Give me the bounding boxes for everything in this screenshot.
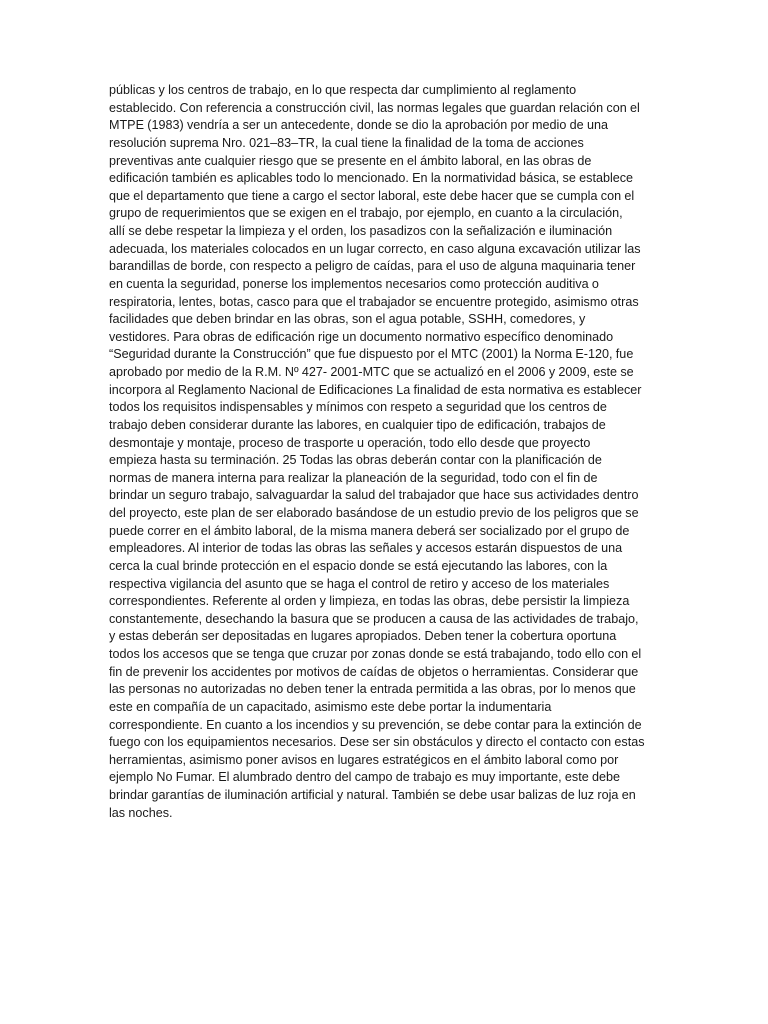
text-line: facilidades que deben brindar en las obras, son el agua potable, SSHH, comedores, y <box>109 312 586 327</box>
text-line: todos los accesos que se tenga que cruzar por zonas donde se está trabajando, todo ello con el <box>109 647 642 661</box>
text-line: MTPE (1983) vendría a ser un antecedente, donde se dio la aprobación por medio de una <box>109 118 608 133</box>
text-line: resolución suprema Nro. 021–83–TR, la cual tiene la finalidad de la toma de acciones <box>109 135 584 150</box>
text-line: adecuada, los materiales colocados en un lugar correcto, en caso alguna excavación utilizar las <box>109 241 641 256</box>
text-line: brindar un seguro trabajo, salvaguardar la salud del trabajador que hace sus actividades dentro <box>109 488 639 503</box>
text-line: correspondiente. En cuanto a los incendios y su prevención, se debe contar para la extinción de <box>109 717 642 732</box>
text-line: preventivas ante cualquier riesgo que se presente en el ámbito laboral, en las obras de <box>109 153 592 168</box>
text-line: herramientas, asimismo poner avisos en lugares estratégicos en el ámbito laboral como por <box>109 752 619 767</box>
text-line: respiratoria, lentes, botas, casco para que el trabajador se encuentre protegido, asimismo otras <box>109 294 639 309</box>
text-line: puede correr en el ámbito laboral, de la misma manera deberá ser socializado por el grupo de <box>109 523 630 538</box>
text-line: allí se debe respetar la limpieza y el orden, los pasadizos con la señalización e iluminación <box>109 224 613 238</box>
text-line: fin de prevenir los accidentes por motivos de caídas de objetos o herramientas. Considerar que <box>109 664 639 679</box>
text-line: las noches. <box>109 805 173 820</box>
text-line: que el departamento que tiene a cargo el sector laboral, este debe hacer que se cumpla con el <box>109 188 635 203</box>
text-line: incorpora al Reglamento Nacional de Edificaciones La finalidad de esta normativa es establecer <box>109 382 642 397</box>
text-line: públicas y los centros de trabajo, en lo que respecta dar cumplimiento al reglamento <box>109 83 577 97</box>
text-line: cerca la cual brinde protección en el espacio donde se está ejecutando las labores, con la <box>109 558 608 573</box>
text-line: empleadores. Al interior de todas las obras las señales y accesos estarán dispuestos de una <box>109 541 623 556</box>
text-line: empieza hasta su terminación. 25 Todas las obras deberán contar con la planificación de <box>109 453 602 468</box>
text-line: barandillas de borde, con respecto a peligro de caídas, para el uso de alguna maquinaria tener <box>109 259 636 274</box>
text-line: todos los requisitos indispensables y mínimos con respeto a seguridad que los centros de <box>109 400 607 415</box>
text-line: las personas no autorizadas no deben tener la entrada permitida a las obras, por lo menos que <box>109 682 636 697</box>
text-line: del proyecto, este plan de ser elaborado basándose de un estudio previo de los peligros que se <box>109 506 639 520</box>
text-line: correspondientes. Referente al orden y limpieza, en todas las obras, debe persistir la limpieza <box>109 594 630 609</box>
text-line: vestidores. Para obras de edificación rige un documento normativo específico denominado <box>109 329 614 344</box>
text-line: brindar garantías de iluminación artificial y natural. También se debe usar balizas de luz roja en <box>109 788 636 802</box>
body-paragraph <box>109 82 657 822</box>
text-line: constantemente, desechando la basura que se producen a causa de las actividades de trabajo, <box>109 611 639 626</box>
text-line: respectiva vigilancia del asunto que se haga el control de retiro y acceso de los materiales <box>109 576 610 591</box>
text-line: en cuenta la seguridad, ponerse los implementos necesarios como protección auditiva o <box>109 276 599 291</box>
text-line: aprobado por medio de la R.M. Nº 427- 2001-MTC que se actualizó en el 2006 y 2009, este se <box>109 365 634 379</box>
text-line: trabajo deben considerar durante las labores, en cualquier tipo de edificación, trabajos de <box>109 417 606 432</box>
text-line: desmontaje y montaje, proceso de trasporte u operación, todo ello desde que proyecto <box>109 435 591 450</box>
text-line: “Seguridad durante la Construcción” que fue dispuesto por el MTC (2001) la Norma E-120, fue <box>109 347 634 362</box>
text-line: este en compañía de un capacitado, asimismo este debe portar la indumentaria <box>109 699 552 714</box>
text-line: y estas deberán ser depositadas en lugares apropiados. Deben tener la cobertura oportuna <box>109 629 617 644</box>
text-line: establecido. Con referencia a construcción civil, las normas legales que guardan relación con el <box>109 100 640 115</box>
text-line: edificación también es aplicables todo lo mencionado. En la normatividad básica, se establece <box>109 171 634 186</box>
text-line: fuego con los equipamientos necesarios. Dese ser sin obstáculos y directo el contacto con estas <box>109 735 645 750</box>
text-line: ejemplo No Fumar. El alumbrado dentro del campo de trabajo es muy importante, este debe <box>109 770 621 785</box>
text-line: normas de manera interna para realizar la planeación de la seguridad, todo con el fin de <box>109 470 598 485</box>
text-line: grupo de requerimientos que se exigen en el trabajo, por ejemplo, en cuanto a la circulación, <box>109 206 623 221</box>
